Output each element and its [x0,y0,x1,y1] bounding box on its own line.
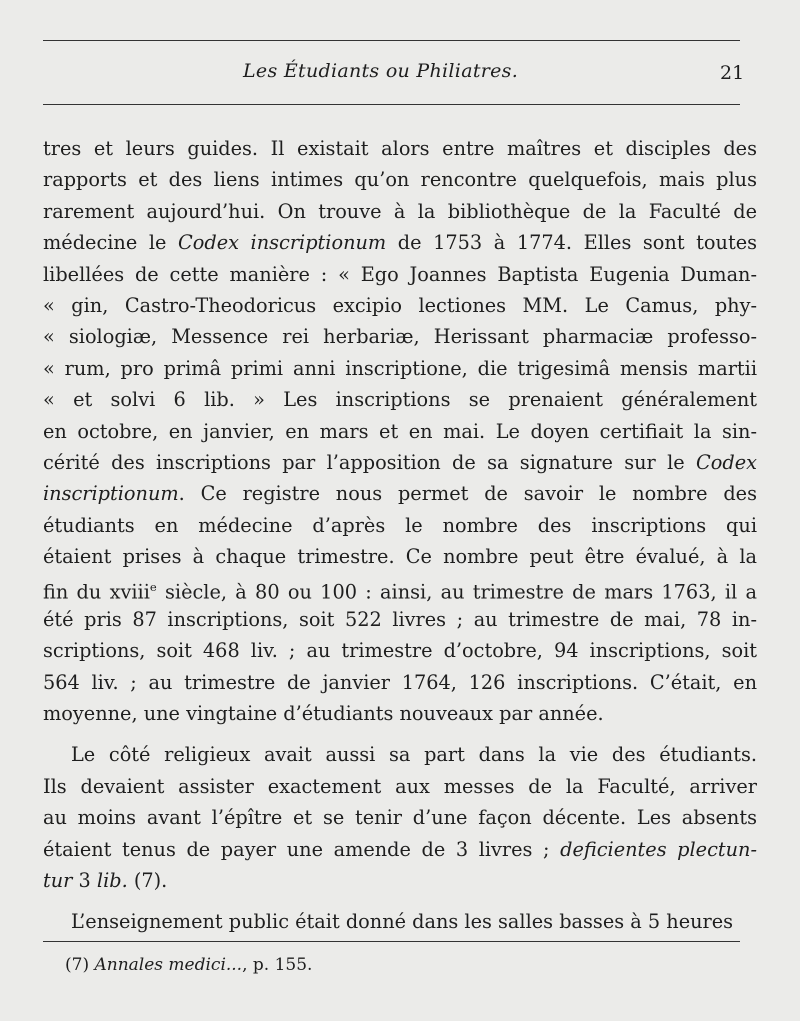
italic-span: deficientes plectun- [560,837,757,861]
text-line: « gin, Castro-Theodoricus excipio lectiones MM. Le Camus, phy- [43,293,757,317]
header-bottom-rule [43,104,740,105]
italic-span: Annales medici... [94,955,243,975]
text-line: « et solvi 6 lib. » Les inscriptions se prenaient généralement [43,388,757,412]
text-line: en octobre, en janvier, en mars et en mai. Le doyen certifiait la sin- [43,419,757,443]
running-title: Les Étudiants ou Philiatres. [243,60,519,82]
text-line: rapports et des liens intimes qu’on rencontre quelquefois, mais plus [43,168,757,192]
text-line: Le côté religieux avait aussi sa part dans la vie des étudiants. [71,743,757,767]
text-line: « rum, pro primâ primi anni inscriptione, die trigesimâ mensis martii [43,356,757,380]
text-line: L’enseignement public était donné dans les salles basses à 5 heures [71,910,734,934]
text-line: Ils devaient assister exactement aux messes de la Faculté, arriver [43,774,757,798]
paragraph [43,133,757,729]
paragraph [43,739,757,896]
text-line: inscriptionum. Ce registre nous permet de savoir le nombre des [43,482,757,506]
text-line: étaient tenus de payer une amende de 3 livres ; deficientes plectun- [43,837,757,861]
text-line: médecine le Codex inscriptionum de 1753 à 1774. Elles sont toutes [43,231,757,255]
text-line: rarement aujourd’hui. On trouve à la bibliothèque de la Faculté de [43,199,757,223]
text-line: 564 liv. ; au trimestre de janvier 1764, 126 inscriptions. C’était, en [43,670,757,694]
text-line: libellées de cette manière : « Ego Joannes Baptista Eugenia Duman- [43,262,757,286]
text-line: tres et leurs guides. Il existait alors entre maîtres et disciples des [43,137,757,160]
paragraph [43,906,757,937]
italic-span: inscriptionum [43,482,179,506]
italic-span: Codex [696,450,757,474]
text-line: fin du xviii$^e$ siècle, à 80 ou 100 : ainsi, au trimestre de mars 1763, il a [43,580,757,604]
italic-span: Codex inscriptionum [177,231,387,255]
text-line: étudiants en médecine d’après le nombre des inscriptions qui [43,513,757,537]
text-line: été pris 87 inscriptions, soit 522 livres ; au trimestre de mai, 78 in- [43,607,757,631]
italic-span: tur [43,868,73,892]
text-line: au moins avant l’épître et se tenir d’une façon décente. Les absents [43,806,757,830]
footnote-rule [43,941,740,942]
body-text [43,133,757,938]
text-line: moyenne, une vingtaine d’étudiants nouveaux par année. [43,702,604,726]
superscript: e [149,580,157,595]
paragraph-gap [43,896,757,906]
italic-span: lib. [96,868,128,892]
footnote: (7) Annales medici..., p. 155. [65,955,313,975]
text-line: tur 3 lib. (7). [43,868,168,892]
text-line: étaient prises à chaque trimestre. Ce nombre peut être évalué, à la [43,545,757,569]
header-top-rule [43,40,740,41]
text-line: cérité des inscriptions par l’apposition de sa signature sur le Codex [43,450,757,474]
paragraph-gap [43,729,757,739]
text-line: « siologiæ, Messence rei herbariæ, Herissant pharmaciæ professo- [43,325,757,349]
text-line: scriptions, soit 468 liv. ; au trimestre d’octobre, 94 inscriptions, soit [43,639,757,663]
page-number: 21 [720,62,745,84]
